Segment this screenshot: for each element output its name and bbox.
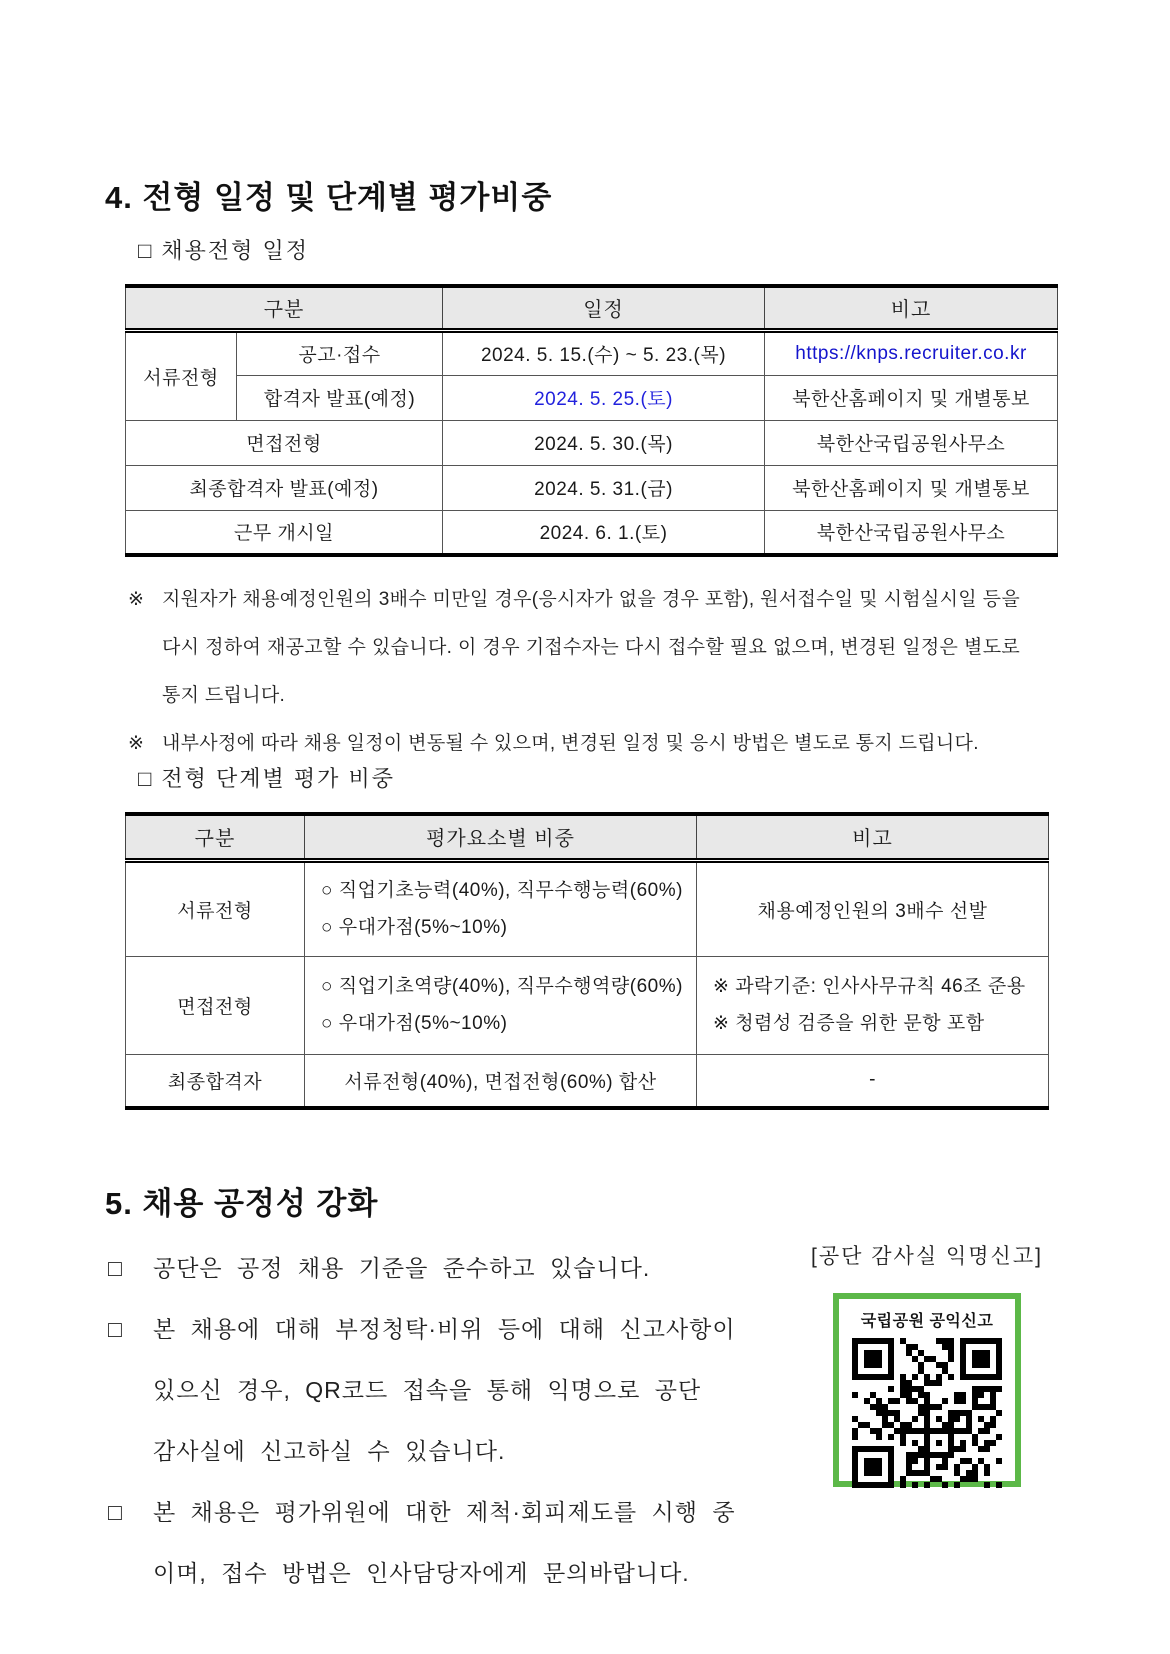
schedule-r4-label: 최종합격자 발표(예정)	[126, 465, 443, 510]
section5-line-5	[108, 1482, 748, 1543]
reference-mark-icon: ※	[128, 733, 145, 754]
schedule-r2-note: 북한산홈페이지 및 개별통보	[765, 375, 1058, 420]
reference-mark-icon: ※	[128, 589, 145, 610]
weights-table	[125, 812, 1049, 1110]
schedule-header-iljeong: 일정	[443, 286, 765, 330]
checkbox-bullet-icon: □	[108, 1255, 123, 1281]
weights-header-gubun: 구분	[126, 814, 305, 860]
schedule-header-row	[126, 286, 1058, 330]
recruiter-url-link[interactable]: https://knps.recruiter.co.kr	[765, 330, 1058, 375]
qr-box-title: 국립공원 공익신고	[860, 1313, 994, 1330]
schedule-r3-date: 2024. 5. 30.(목)	[443, 420, 765, 465]
table-row	[126, 330, 1058, 375]
weights-r1-criteria-1: ○ 직업기초능력(40%), 직무수행능력(60%)	[321, 880, 683, 901]
weights-r2-note-1: ※ 과락기준: 인사사무규칙 46조 준용	[713, 976, 1026, 997]
section5-line-1	[108, 1238, 748, 1299]
weights-header-row	[126, 814, 1049, 860]
schedule-note-2	[128, 720, 1020, 768]
schedule-r4-note: 북한산홈페이지 및 개별통보	[765, 465, 1058, 510]
schedule-header-gubun: 구분	[126, 286, 443, 330]
section5-line-4-text: 감사실에 신고하실 수 있습니다.	[153, 1438, 506, 1464]
section5-line-2-text: 본 채용에 대해 부정청탁·비위 등에 대해 신고사항이	[153, 1316, 736, 1342]
table-row	[126, 420, 1058, 465]
section5-line-6	[108, 1543, 748, 1604]
table-row	[126, 860, 1049, 956]
audit-report-label: [공단 감사실 익명신고]	[811, 1245, 1043, 1268]
schedule-stage-seoryu: 서류전형	[126, 330, 237, 420]
checkbox-bullet-icon: □	[108, 1499, 123, 1525]
schedule-subtitle: □ 채용전형 일정	[138, 238, 310, 263]
schedule-r3-note: 북한산국립공원사무소	[765, 420, 1058, 465]
section5-title: 5. 채용 공정성 강화	[105, 1186, 379, 1221]
weights-r2-criteria-1: ○ 직업기초역량(40%), 직무수행역량(60%)	[321, 976, 683, 997]
weights-r2-note-2: ※ 청렴성 검증을 위한 문항 포함	[713, 1013, 985, 1034]
weights-r2-criteria-2: ○ 우대가점(5%~10%)	[321, 1013, 508, 1034]
schedule-r1-label: 공고·접수	[237, 330, 443, 375]
table-row	[126, 465, 1058, 510]
section5-line-3	[108, 1360, 748, 1421]
section4-title: 4. 전형 일정 및 단계별 평가비중	[105, 180, 553, 215]
section5-body	[108, 1238, 748, 1604]
section5-line-4	[108, 1421, 748, 1482]
weights-r2-stage: 면접전형	[126, 956, 305, 1054]
schedule-r5-date: 2024. 6. 1.(토)	[443, 510, 765, 555]
section5-line-3-text: 있으신 경우, QR코드 접속을 통해 익명으로 공단	[153, 1377, 702, 1403]
section5-line-5-text: 본 채용은 평가위원에 대한 제척·회피제도를 시행 중	[153, 1499, 736, 1525]
schedule-r3-label: 면접전형	[126, 420, 443, 465]
weights-r3-criteria: 서류전형(40%), 면접전형(60%) 합산	[305, 1054, 697, 1108]
schedule-r5-note: 북한산국립공원사무소	[765, 510, 1058, 555]
section5-line-2	[108, 1299, 748, 1360]
schedule-note-2-text: 내부사정에 따라 채용 일정이 변동될 수 있으며, 변경된 일정 및 응시 방법은 별도로 통지 드립니다.	[162, 733, 979, 754]
weights-header-bigo: 비고	[697, 814, 1049, 860]
qr-report-box	[833, 1293, 1021, 1487]
weights-r1-criteria-2: ○ 우대가점(5%~10%)	[321, 917, 508, 938]
schedule-note-1-text: 지원자가 채용예정인원의 3배수 미만일 경우(응시자가 없을 경우 포함), 원서접수일 및 시험실시일 등을 다시 정하여 재공고할 수 있습니다. 이 경우 기접수자는 다시 접수할 필요 없으며, 변경된 일정은 별도로 통지 드립니다.	[162, 589, 1020, 706]
schedule-r4-date: 2024. 5. 31.(금)	[443, 465, 765, 510]
schedule-note-1	[128, 576, 1020, 720]
schedule-r2-date: 2024. 5. 25.(토)	[443, 375, 765, 420]
schedule-header-bigo: 비고	[765, 286, 1058, 330]
table-row	[126, 510, 1058, 555]
table-row	[126, 375, 1058, 420]
schedule-r5-label: 근무 개시일	[126, 510, 443, 555]
schedule-r2-label: 합격자 발표(예정)	[237, 375, 443, 420]
schedule-table	[125, 284, 1058, 557]
schedule-r1-date: 2024. 5. 15.(수) ~ 5. 23.(목)	[443, 330, 765, 375]
weights-r3-stage: 최종합격자	[126, 1054, 305, 1108]
section5-line-6-text: 이며, 접수 방법은 인사담당자에게 문의바랍니다.	[153, 1560, 690, 1586]
table-row	[126, 956, 1049, 1054]
weights-header-criteria: 평가요소별 비중	[305, 814, 697, 860]
qr-code[interactable]	[839, 1338, 1015, 1493]
weights-r1-note: 채용예정인원의 3배수 선발	[697, 860, 1049, 956]
checkbox-bullet-icon: □	[108, 1316, 123, 1342]
section5-line-1-text: 공단은 공정 채용 기준을 준수하고 있습니다.	[153, 1255, 651, 1281]
table-row	[126, 1054, 1049, 1108]
schedule-notes	[128, 576, 1020, 768]
weights-r3-note: -	[697, 1054, 1049, 1108]
weights-subtitle: □ 전형 단계별 평가 비중	[138, 766, 396, 791]
weights-r1-stage: 서류전형	[126, 860, 305, 956]
